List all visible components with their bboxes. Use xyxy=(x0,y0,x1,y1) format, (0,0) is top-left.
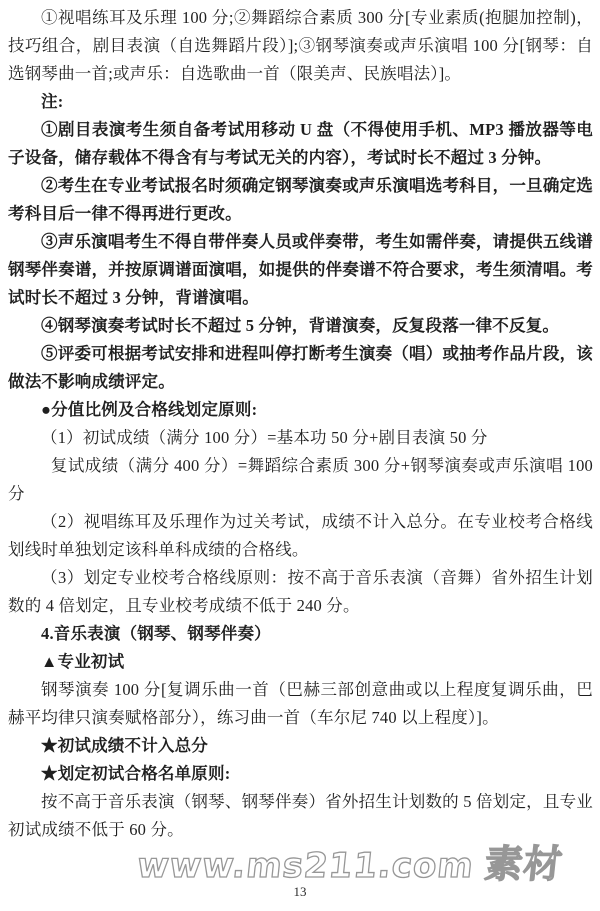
para-rule-1-retest: 复试成绩（满分 400 分）=舞蹈综合素质 300 分+钢琴演奏或声乐演唱 100 分 xyxy=(8,456,593,503)
watermark-suffix: 素材 xyxy=(482,842,566,886)
para-star-note-1: ★初试成绩不计入总分 xyxy=(41,736,208,755)
para-rule-3: （3）划定专业校考合格线原则：按不高于音乐表演（音舞）省外招生计划数的 4 倍划定，且专业校考成绩不低于 240 分。 xyxy=(8,568,593,615)
para-rule-2: （2）视唱练耳及乐理作为过关考试，成绩不计入总分。在专业校考合格线划线时单独划定该科单科成绩的合格线。 xyxy=(8,512,593,559)
para-section-4-heading: 4.音乐表演（钢琴、钢琴伴奏） xyxy=(41,624,271,643)
para-note-2: ②考生在专业考试报名时须确定钢琴演奏或声乐演唱选考科目，一旦确定选考科目后一律不得再进行更改。 xyxy=(8,176,593,223)
para-note-3: ③声乐演唱考生不得自带伴奏人员或伴奏带，考生如需伴奏，请提供五线谱钢琴伴奏谱，并按原调谱面演唱，如提供的伴奏谱不符合要求，考生须清唱。考试时长不超过 3 分钟，背谱演唱。 xyxy=(8,232,593,307)
document-body xyxy=(8,4,593,844)
para-note-1: ①剧目表演考生须自备考试用移动 U 盘（不得使用手机、MP3 播放器等电子设备，储存载体不得含有与考试无关的内容），考试时长不超过 3 分钟。 xyxy=(8,120,593,167)
watermark-url: www.ms211.com xyxy=(135,846,476,886)
page-number: 13 xyxy=(293,884,307,899)
para-rule-1: （1）初试成绩（满分 100 分）=基本功 50 分+剧目表演 50 分 xyxy=(41,428,488,447)
watermark xyxy=(135,833,566,888)
para-star-note-2: ★划定初试合格名单原则: xyxy=(41,764,231,783)
para-note-5: ⑤评委可根据考试安排和进程叫停打断考生演奏（唱）或抽考作品片段，该做法不影响成绩评定。 xyxy=(8,344,593,391)
para-score-rule-heading: ●分值比例及合格线划定原则: xyxy=(41,400,258,419)
para-qualify-rule: 按不高于音乐表演（钢琴、钢琴伴奏）省外招生计划数的 5 倍划定，且专业初试成绩不低于 60 分。 xyxy=(8,792,593,839)
para-note-label: 注: xyxy=(41,92,64,111)
para-note-4: ④钢琴演奏考试时长不超过 5 分钟，背谱演奏，反复段落一律不反复。 xyxy=(41,316,560,335)
para-initial-exam-heading: ▲专业初试 xyxy=(41,652,125,671)
para-exam-subjects: ①视唱练耳及乐理 100 分;②舞蹈综合素质 300 分[专业素质(抱腿加控制)，技巧组合，剧目表演（自选舞蹈片段）];③钢琴演奏或声乐演唱 100 分[钢琴：自选钢琴曲一首;或声乐：自选歌曲一首（限美声、民族唱法）]。 xyxy=(8,8,593,83)
para-piano-requirement: 钢琴演奏 100 分[复调乐曲一首（巴赫三部创意曲或以上程度复调乐曲，巴赫平均律只演奏赋格部分），练习曲一首（车尔尼 740 以上程度）]。 xyxy=(8,680,593,727)
